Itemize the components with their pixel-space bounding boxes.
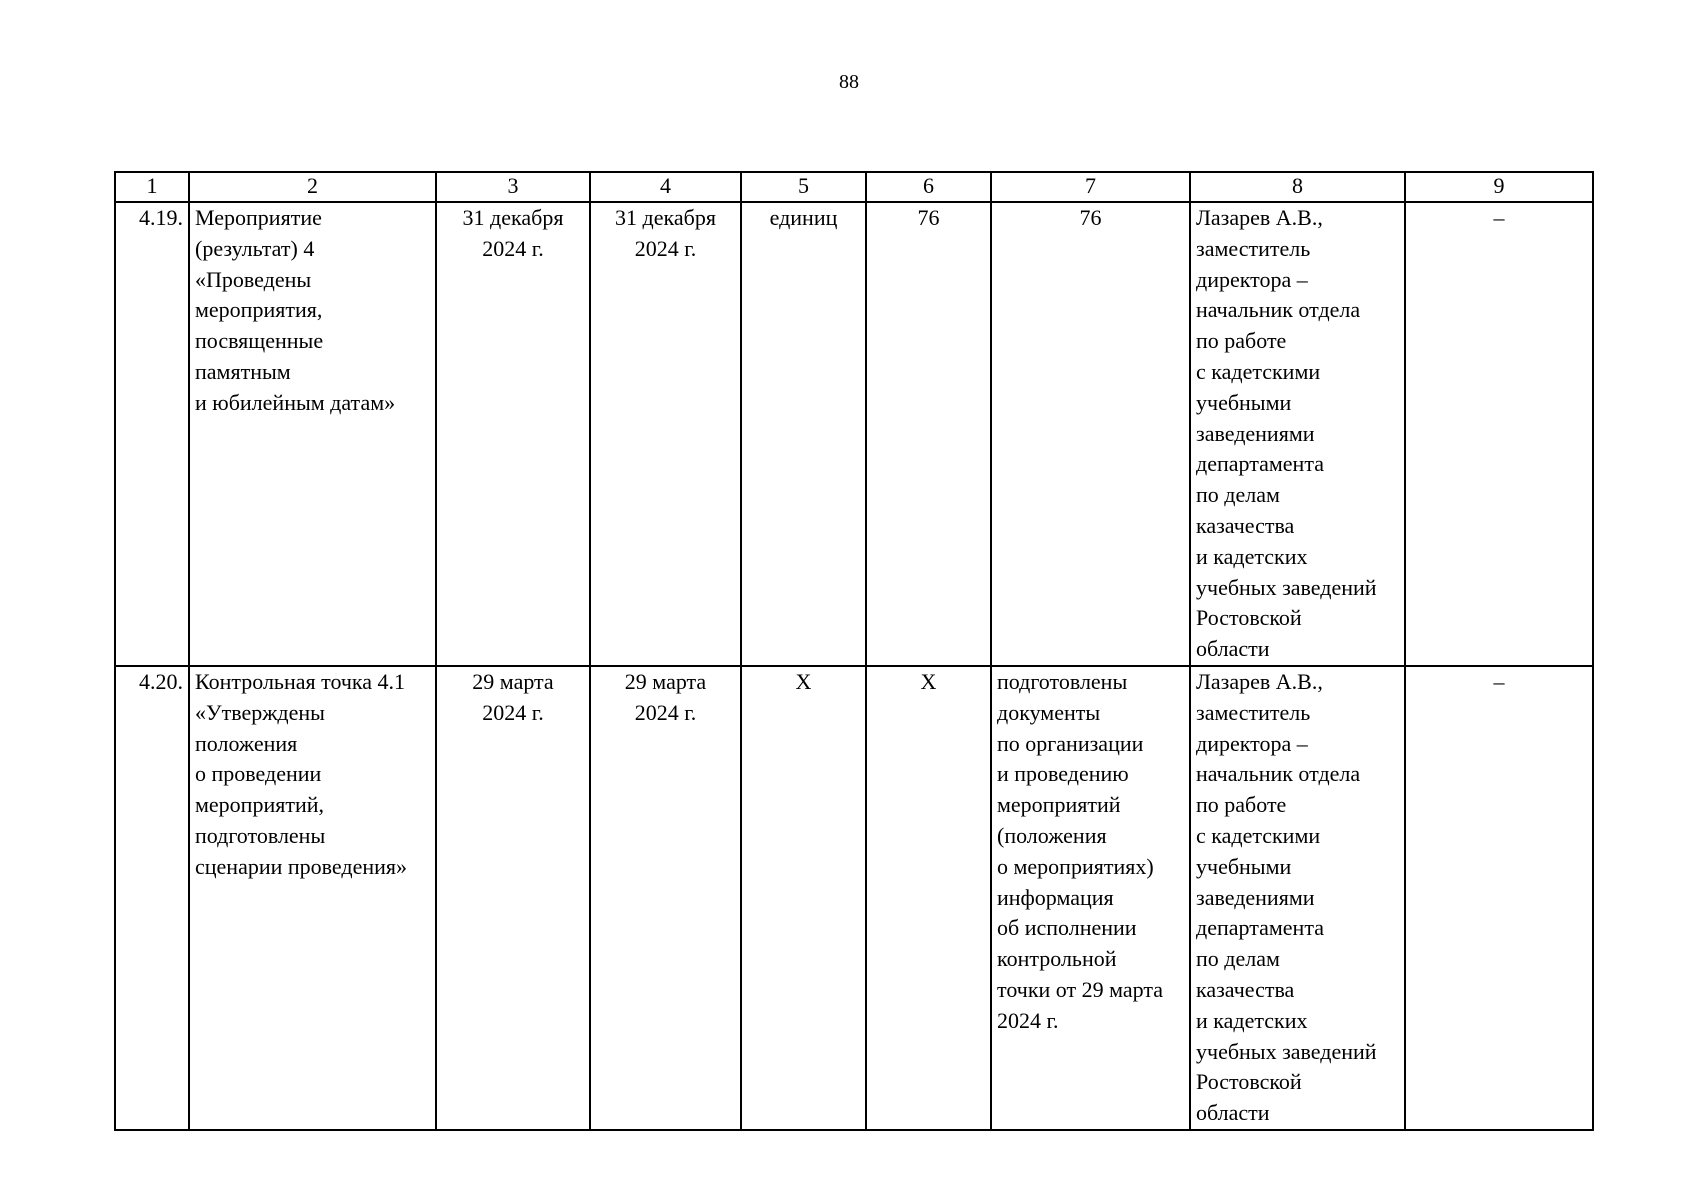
plan-value: 76 bbox=[917, 205, 940, 230]
page-number: 88 bbox=[839, 71, 859, 93]
start-date-cell bbox=[436, 666, 590, 1130]
table-row bbox=[115, 666, 1593, 1130]
start-date-cell bbox=[436, 202, 590, 666]
column-header: 6 bbox=[866, 172, 991, 202]
responsible-person: Лазарев А.В., заместитель директора – начальник отдела по работе с кадетскими учебными заведениями департамента по делам казачества и кадетских учебных заведений Ростовской области bbox=[1196, 205, 1377, 662]
row-number: 4.19. bbox=[139, 205, 183, 230]
unit-value: единиц bbox=[769, 205, 838, 230]
unit-cell bbox=[741, 202, 866, 666]
name-cell bbox=[189, 666, 436, 1130]
unit-cell bbox=[741, 666, 866, 1130]
responsible-cell bbox=[1190, 666, 1405, 1130]
plan-value: Х bbox=[920, 668, 937, 694]
responsible-person: Лазарев А.В., заместитель директора – начальник отдела по работе с кадетскими учебными заведениями департамента по делам казачества и кадетских учебных заведений Ростовской области bbox=[1196, 668, 1377, 1126]
column-number-row bbox=[115, 172, 1593, 202]
item-name: Мероприятие (результат) 4 «Проведены мероприятия, посвященные памятным и юбилейным датам» bbox=[195, 205, 396, 415]
responsible-cell bbox=[1190, 202, 1405, 666]
note-cell bbox=[1405, 202, 1593, 666]
result-value: подготовлены документы по организации и проведению мероприятий (положения о мероприятиях) информация об исполнении контрольной точки от 29 марта 2024 г. bbox=[997, 668, 1163, 1033]
end-date-cell bbox=[590, 202, 741, 666]
note-value: – bbox=[1493, 205, 1505, 230]
end-date: 31 декабря 2024 г. bbox=[615, 205, 716, 261]
row-number: 4.20. bbox=[139, 668, 183, 694]
name-cell bbox=[189, 202, 436, 666]
plan-value-cell bbox=[866, 666, 991, 1130]
row-number-cell bbox=[115, 666, 189, 1130]
unit-value: Х bbox=[795, 668, 812, 694]
plan-table bbox=[114, 171, 1594, 1131]
column-header: 5 bbox=[741, 172, 866, 202]
column-header: 4 bbox=[590, 172, 741, 202]
column-header: 9 bbox=[1405, 172, 1593, 202]
column-header: 7 bbox=[991, 172, 1190, 202]
note-cell bbox=[1405, 666, 1593, 1130]
result-cell bbox=[991, 202, 1190, 666]
item-name: Контрольная точка 4.1 «Утверждены положения о проведении мероприятий, подготовлены сценарии проведения» bbox=[195, 668, 408, 879]
column-header: 2 bbox=[189, 172, 436, 202]
column-header: 3 bbox=[436, 172, 590, 202]
note-value: – bbox=[1493, 668, 1505, 694]
end-date: 29 марта 2024 г. bbox=[624, 668, 707, 725]
end-date-cell bbox=[590, 666, 741, 1130]
column-header: 1 bbox=[115, 172, 189, 202]
result-value: 76 bbox=[1079, 205, 1102, 230]
result-cell bbox=[991, 666, 1190, 1130]
start-date: 29 марта 2024 г. bbox=[472, 668, 554, 725]
plan-value-cell bbox=[866, 202, 991, 666]
start-date: 31 декабря 2024 г. bbox=[462, 205, 564, 261]
table-row bbox=[115, 202, 1593, 666]
column-header: 8 bbox=[1190, 172, 1405, 202]
row-number-cell bbox=[115, 202, 189, 666]
